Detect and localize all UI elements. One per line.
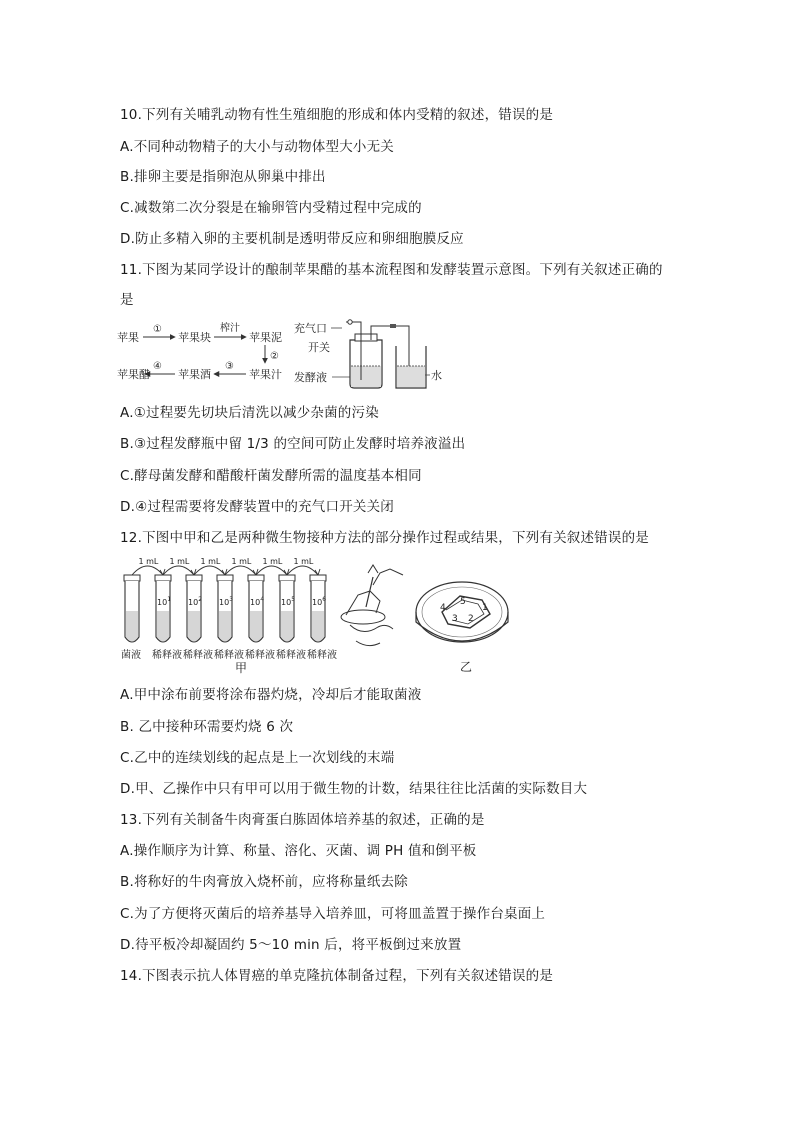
tube-bottom-label: 稀释液 <box>307 650 337 661</box>
flow-step3: ③ <box>225 361 234 372</box>
q13-option-a: A.操作顺序为计算、称量、溶化、灭菌、调 PH 值和倒平板 <box>120 843 477 859</box>
dilution-factor-label: $10^2$ <box>188 596 203 607</box>
tube-bottom-label: 稀释液 <box>245 650 275 661</box>
flow-step4: ④ <box>153 361 162 372</box>
flow-apple-vinegar: 苹果醋 <box>117 368 150 381</box>
q12-option-c: C.乙中的连续划线的起点是上一次划线的末端 <box>120 750 395 766</box>
transfer-arrow <box>194 566 225 575</box>
apparatus-water-label: 水 <box>431 369 442 382</box>
q10-option-c: C.减数第二次分裂是在输卵管内受精过程中完成的 <box>120 200 422 216</box>
dilution-factor-label: $10^1$ <box>157 596 172 607</box>
q10-option-b: B.排卵主要是指卵泡从卵巢中排出 <box>120 169 326 185</box>
transfer-arrow <box>132 566 163 575</box>
dilution-tube <box>248 575 264 642</box>
transfer-arrow <box>225 566 256 575</box>
dilution-factor-label: $10^4$ <box>250 596 265 607</box>
transfer-volume-label: 1 mL <box>138 557 159 566</box>
q12-option-a: A.甲中涂布前要将涂布器灼烧，冷却后才能取菌液 <box>120 687 422 703</box>
q11-option-b: B.③过程发酵瓶中留 1/3 的空间可防止发酵时培养液溢出 <box>120 436 466 452</box>
figure-label-yi: 乙 <box>460 660 473 674</box>
tube-bottom-label: 稀释液 <box>152 650 182 661</box>
switch-valve <box>348 320 352 324</box>
dilution-factor-label: $10^3$ <box>219 596 234 607</box>
streak-zone-1: 1 <box>482 603 488 613</box>
q11-stem-line1: 11.下图为某同学设计的酿制苹果醋的基本流程图和发酵装置示意图。下列有关叙述正确的 <box>120 262 663 278</box>
q12-option-d: D.甲、乙操作中只有甲可以用于微生物的计数，结果往往比活菌的实际数目大 <box>120 781 588 797</box>
q12-figure-yi <box>412 570 522 675</box>
q13-option-d: D.待平板冷却凝固约 5～10 min 后，将平板倒过来放置 <box>120 937 462 953</box>
tube-bottom-label: 稀释液 <box>214 650 244 661</box>
q10-option-a: A.不同种动物精子的大小与动物体型大小无关 <box>120 139 394 155</box>
streak-zone-5: 5 <box>460 597 466 607</box>
flow-apple-juice: 苹果汁 <box>249 368 282 381</box>
flask-stopper <box>355 334 377 341</box>
q11-option-a: A.①过程要先切块后清洗以减少杂菌的污染 <box>120 405 379 421</box>
figure-label-jia: 甲 <box>235 661 248 675</box>
apparatus-liquid-label: 发酵液 <box>294 371 327 384</box>
transfer-volume-label: 1 mL <box>169 557 190 566</box>
q13-stem: 13.下列有关制备牛肉膏蛋白胨固体培养基的叙述，正确的是 <box>120 812 485 828</box>
q11-flow-chart <box>115 318 295 388</box>
q11-option-d: D.④过程需要将发酵装置中的充气口开关关闭 <box>120 499 394 515</box>
dilution-tube <box>217 575 233 642</box>
apparatus-inlet-label: 充气口 <box>294 322 327 335</box>
transfer-volume-label: 1 mL <box>231 557 252 566</box>
q10-option-d: D.防止多精入卵的主要机制是透明带反应和卵细胞膜反应 <box>120 231 464 247</box>
q11-option-c: C.酵母菌发酵和醋酸杆菌发酵所需的温度基本相同 <box>120 468 422 484</box>
dilution-factor-label: $10^6$ <box>312 596 327 607</box>
tube-bottom-label: 稀释液 <box>183 650 213 661</box>
dilution-tube <box>186 575 202 642</box>
beaker-water <box>397 366 425 387</box>
dilution-tube <box>279 575 295 642</box>
q13-option-b: B.将称好的牛肉膏放入烧杯前，应将称量纸去除 <box>120 874 408 890</box>
flow-step1: ① <box>153 324 162 335</box>
transfer-volume-label: 1 mL <box>293 557 314 566</box>
apparatus-switch-label: 开关 <box>308 341 330 354</box>
flow-apple: 苹果 <box>117 331 139 344</box>
streak-zone-3: 3 <box>452 614 458 624</box>
q11-fermentation-apparatus <box>292 318 442 390</box>
flow-apple-mash: 苹果泥 <box>249 331 282 344</box>
transfer-volume-label: 1 mL <box>262 557 283 566</box>
q13-option-c: C.为了方便将灭菌后的培养基导入培养皿，可将皿盖置于操作台桌面上 <box>120 906 546 922</box>
tube-bottom-label: 菌液 <box>121 650 141 661</box>
spreading-hand-illustration <box>341 565 403 646</box>
q12-option-b: B. 乙中接种环需要灼烧 6 次 <box>120 719 294 735</box>
q11-stem-line2: 是 <box>120 292 134 308</box>
dilution-factor-label: $10^5$ <box>281 596 296 607</box>
flow-apple-pieces: 苹果块 <box>178 331 211 344</box>
q14-stem: 14.下图表示抗人体胃癌的单克隆抗体制备过程，下列有关叙述错误的是 <box>120 968 554 984</box>
transfer-arrow <box>163 566 194 575</box>
fermentation-liquid <box>351 366 381 387</box>
transfer-arrow <box>256 566 287 575</box>
transfer-volume-label: 1 mL <box>200 557 221 566</box>
transfer-arrow <box>287 566 318 575</box>
dilution-tube <box>310 575 326 642</box>
q10-stem: 10.下列有关哺乳动物有性生殖细胞的形成和体内受精的叙述，错误的是 <box>120 107 554 123</box>
streak-zone-2: 2 <box>468 614 474 624</box>
tube-bottom-label: 稀释液 <box>276 650 306 661</box>
flow-apple-wine: 苹果酒 <box>178 368 211 381</box>
dilution-tube <box>155 575 171 642</box>
flow-step2: ② <box>270 351 279 362</box>
flow-squeeze: 榨汁 <box>220 323 240 334</box>
streak-zone-4: 4 <box>440 603 446 613</box>
petri-dish <box>416 582 508 642</box>
dilution-tube <box>124 575 140 642</box>
q12-stem: 12.下图中甲和乙是两种微生物接种方法的部分操作过程或结果，下列有关叙述错误的是 <box>120 530 649 546</box>
